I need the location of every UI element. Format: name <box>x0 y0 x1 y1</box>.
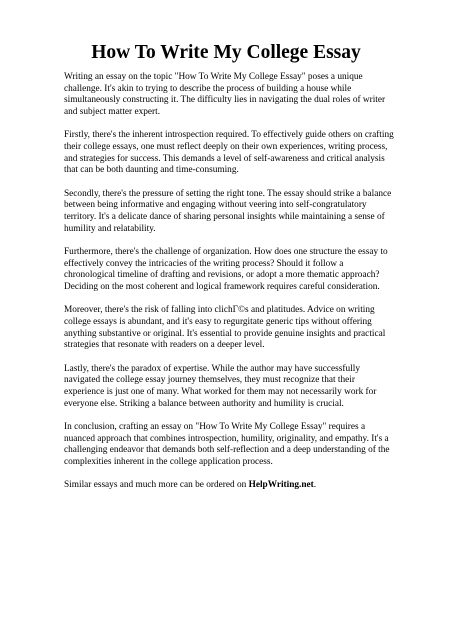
paragraph-conclusion: In conclusion, crafting an essay on "How To Write My College Essay" requires a nuanced approach that combines introspection, humility, originality, and empathy. It's a challenging endeavor that demands both self-reflection and a deep understanding of the complexities inherent in the college application process. <box>64 421 390 467</box>
closing-text: Similar essays and much more can be ordered on <box>64 480 249 491</box>
paragraph-cliches: Moreover, there's the risk of falling into clichГ©s and platitudes. Advice on writing college essays is abundant, and it's easy to regurgitate generic tips without offering anything substantive or original. It's essential to provide genuine insights and practical strategies that resonate with readers on a deeper level. <box>64 305 386 351</box>
closing-period: . <box>313 480 317 491</box>
paragraph-expertise: Lastly, there's the paradox of expertise. While the author may have successfully navigated the college essay journey themselves, they must recognize that their experience is just one of many. What worked for them may not necessarily work for everyone else. Striking a balance between authority and humility is crucial. <box>64 363 377 409</box>
paragraph-introspection: Firstly, there's the inherent introspection required. To effectively guide others on crafting their college essays, one must reflect deeply on their own experiences, writing process, and strategies for success. This demands a level of self-awareness and critical analysis that can be both daunting and time-consuming. <box>64 130 394 176</box>
brand-link[interactable]: HelpWriting.net <box>248 480 314 491</box>
document-body <box>64 72 394 492</box>
paragraph-tone: Secondly, there's the pressure of setting the right tone. The essay should strike a balance between being informative and engaging without veering into self-congratulatory territory. It's a delicate dance of sharing personal insights while maintaining a sense of humility and relatability. <box>64 188 392 234</box>
closing-line <box>64 480 394 492</box>
paragraph-intro: Writing an essay on the topic "How To Write My College Essay" poses a unique challenge. It's akin to trying to describe the process of building a house while simultaneously constructing it. The difficulty lies in navigating the dual roles of writer and subject matter expert. <box>64 72 386 118</box>
document-title: How To Write My College Essay <box>91 42 361 63</box>
paragraph-organization: Furthermore, there's the challenge of organization. How does one structure the essay to effectively convey the intricacies of the writing process? Should it follow a chronological timeline of drafting and revisions, or adopt a more thematic approach? Deciding on the most coherent and logical framework requires careful consideration. <box>64 246 388 293</box>
